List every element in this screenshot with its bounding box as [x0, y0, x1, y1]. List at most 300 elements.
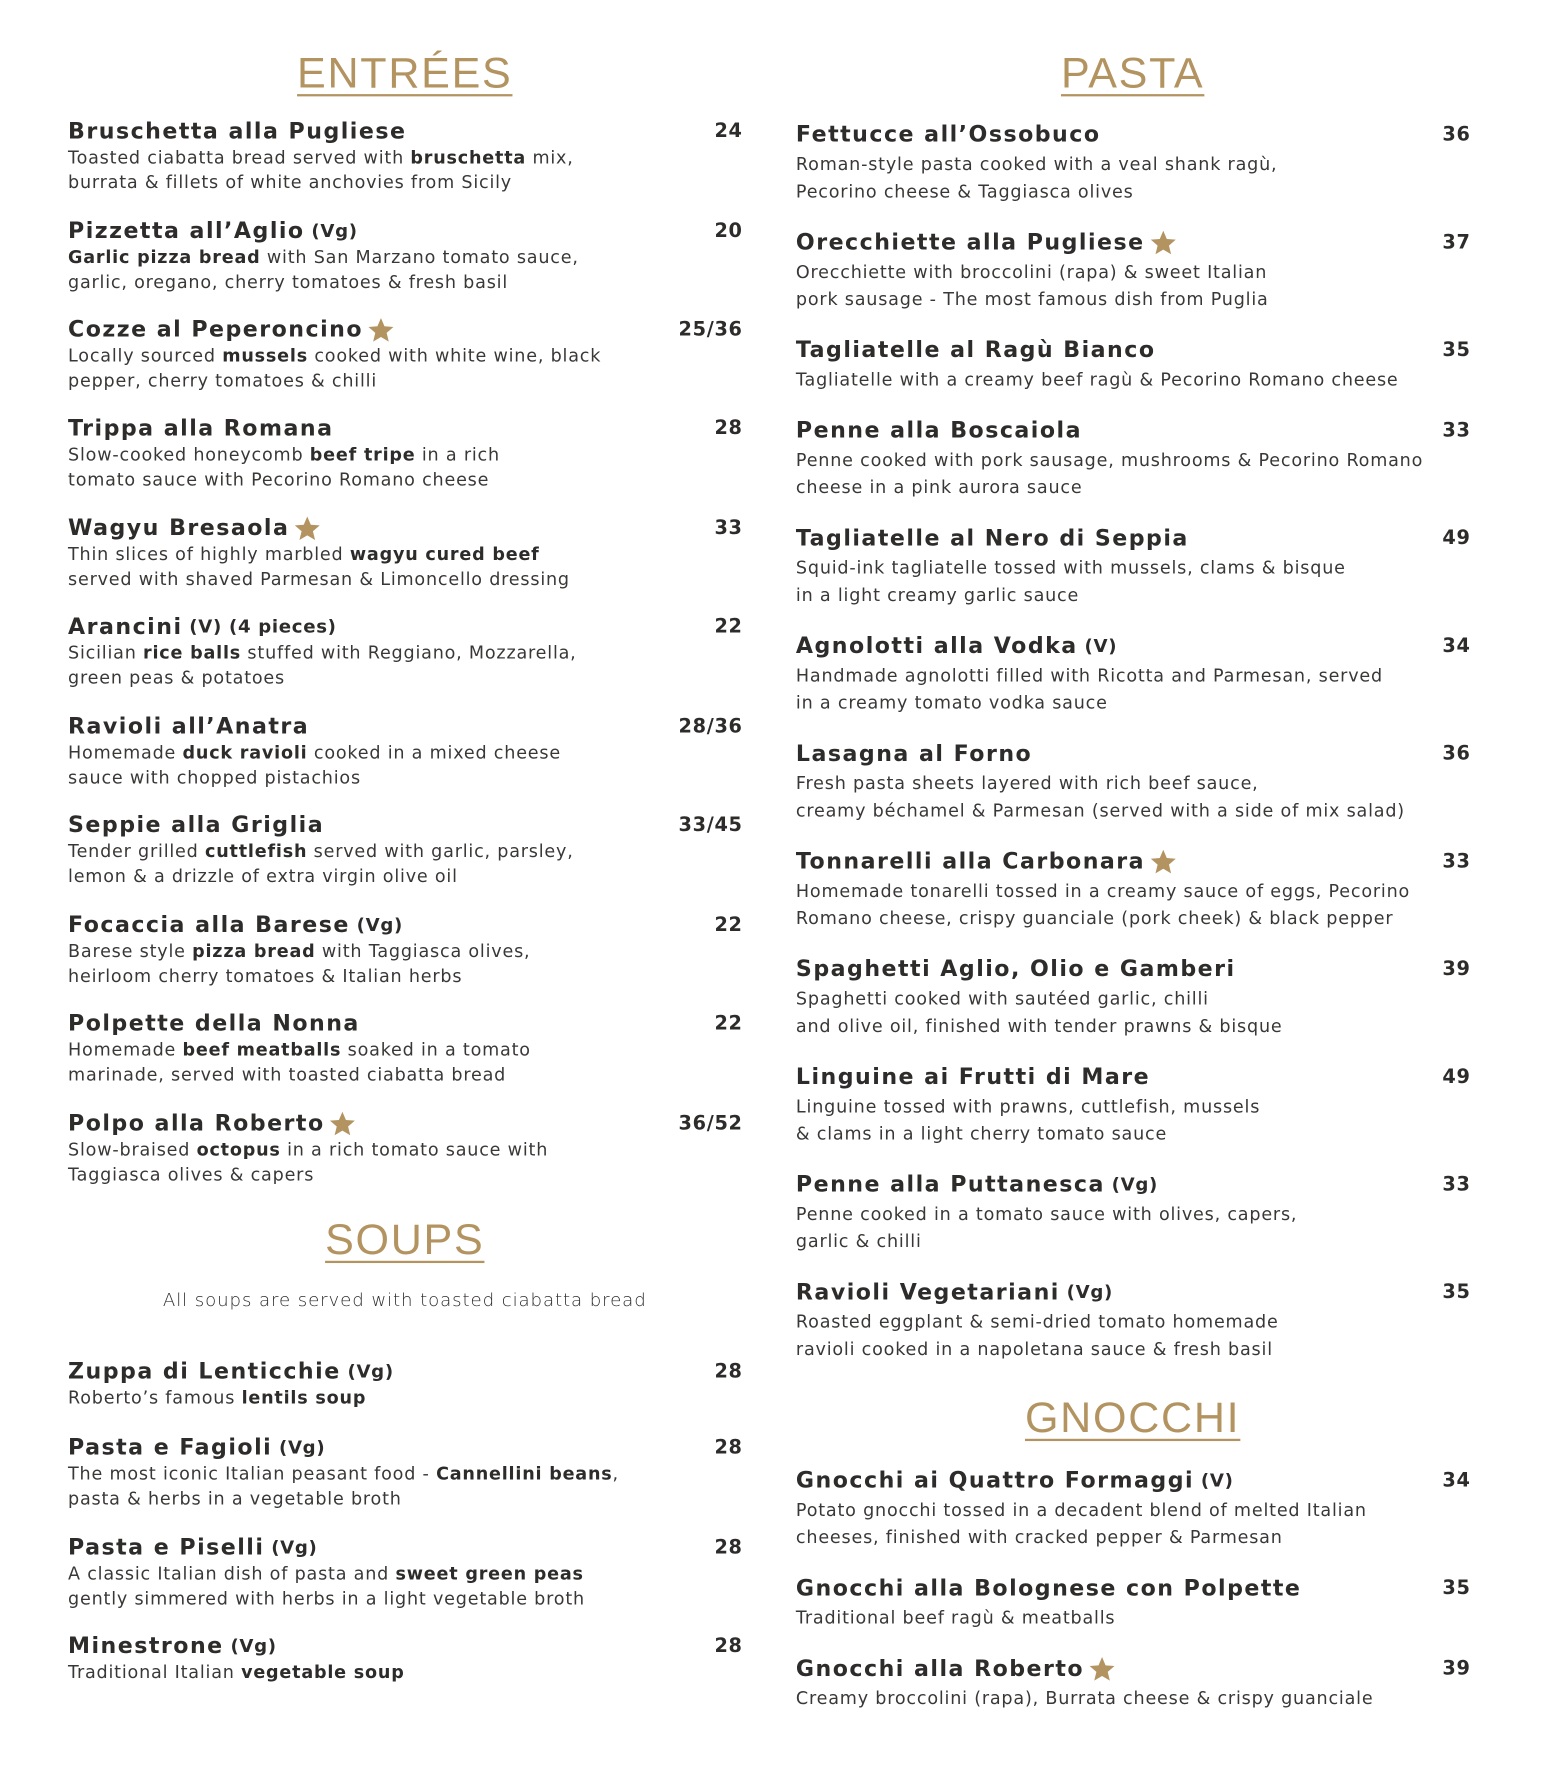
description-text: Taggiasca olives & capers — [68, 1164, 315, 1185]
description-line — [796, 1685, 1374, 1712]
item-price: 37 — [1442, 231, 1471, 254]
item-title — [68, 1434, 325, 1461]
highlighted-ingredient: mussels — [222, 345, 308, 367]
description-text: soaked in a tomato — [341, 1039, 531, 1061]
item-name: Tagliatelle al Nero di Seppia — [795, 524, 1189, 552]
menu-item — [796, 229, 1471, 320]
item-name: Ravioli Vegetariani — [795, 1278, 1060, 1306]
description-line — [68, 1162, 548, 1187]
description-text: Spaghetti cooked with sautéed garlic, chilli — [795, 988, 1209, 1010]
item-name: Cozze al Peperoncino — [68, 316, 364, 343]
item-title — [68, 515, 321, 542]
description-line — [68, 765, 561, 790]
item-price: 33/45 — [678, 814, 743, 837]
item-name: Pasta e Piselli — [68, 1534, 265, 1561]
description-line — [68, 170, 574, 195]
item-title — [796, 1279, 1113, 1306]
dietary-tag: (Vg) — [356, 913, 404, 936]
highlighted-ingredient: duck ravioli — [182, 742, 308, 764]
item-title — [796, 848, 1177, 875]
item-description — [796, 1201, 1297, 1255]
item-description — [68, 542, 570, 592]
description-line — [796, 878, 1410, 905]
item-title — [68, 713, 309, 740]
menu-item — [68, 1434, 743, 1525]
item-description — [68, 1461, 619, 1511]
item-title — [68, 1110, 356, 1137]
star-icon — [1149, 229, 1176, 256]
item-description — [796, 878, 1410, 932]
menu-item — [68, 1010, 743, 1101]
item-price: 33 — [1442, 1173, 1471, 1197]
description-line — [796, 770, 1405, 797]
item-description — [68, 1037, 531, 1087]
description-text: Homemade — [68, 742, 183, 764]
description-text: in a rich — [415, 444, 500, 465]
item-description — [68, 442, 500, 492]
description-text: Potato gnocchi tossed in a decadent blend of melted Italian — [795, 1500, 1367, 1521]
highlighted-ingredient: vegetable soup — [241, 1662, 405, 1683]
star-icon — [1150, 848, 1177, 875]
description-line — [796, 178, 1277, 205]
description-text: Handmade agnolotti filled with Ricotta and Parmesan, served — [795, 665, 1383, 686]
description-line — [68, 666, 577, 691]
item-description — [796, 1308, 1279, 1362]
section-heading-entrees: ENTRÉES — [297, 49, 513, 98]
description-line — [796, 662, 1383, 689]
description-text: Barese style — [68, 941, 193, 962]
item-price: 24 — [714, 120, 743, 143]
item-name: Gnocchi alla Roberto — [795, 1655, 1085, 1682]
description-line — [796, 447, 1423, 474]
description-text: stuffed with Reggiano, Mozzarella, — [241, 642, 577, 664]
description-text: cooked with white wine, black — [307, 345, 602, 367]
menu-item — [68, 1534, 743, 1625]
item-description — [796, 1497, 1367, 1551]
item-name: Tonnarelli alla Carbonara — [795, 848, 1146, 875]
description-text: in a light creamy garlic sauce — [795, 585, 1080, 606]
description-line — [68, 740, 561, 765]
description-line — [796, 582, 1346, 609]
item-title — [68, 1534, 318, 1561]
dietary-tag: (Vg) — [311, 219, 358, 242]
item-price: 35 — [1442, 339, 1471, 362]
item-title — [68, 118, 406, 145]
description-text: The most iconic Italian peasant food - — [68, 1463, 437, 1485]
item-name: Wagyu Bresaola — [68, 514, 290, 541]
item-price: 35 — [1442, 1281, 1471, 1304]
description-text: Creamy broccolini (rapa), Burrata cheese & crispy guanciale — [795, 1688, 1374, 1709]
description-line — [796, 1524, 1367, 1551]
item-price: 35 — [1442, 1577, 1471, 1600]
description-text: Homemade tonarelli tossed in a creamy sauce of eggs, Pecorino — [795, 880, 1411, 902]
item-title — [796, 1575, 1301, 1602]
item-description — [68, 839, 574, 889]
description-line — [68, 641, 577, 666]
description-line — [68, 542, 570, 567]
description-text: cheese in a pink aurora sauce — [795, 477, 1083, 498]
menu-item — [68, 515, 743, 606]
description-line — [68, 1037, 531, 1062]
menu-item — [796, 740, 1471, 831]
item-name: Bruschetta alla Pugliese — [68, 117, 407, 144]
menu-item — [68, 316, 743, 407]
item-description — [68, 1660, 405, 1685]
item-price: 28 — [714, 417, 743, 440]
description-line — [68, 467, 500, 492]
item-name: Polpo alla Roberto — [68, 1109, 325, 1137]
description-line — [796, 474, 1423, 501]
item-price: 22 — [714, 1012, 743, 1036]
item-name: Trippa alla Romana — [68, 414, 334, 442]
description-line — [796, 1308, 1279, 1335]
description-line — [68, 442, 500, 467]
description-text: pepper, cherry tomatoes & chilli — [68, 370, 378, 392]
star-icon — [329, 1110, 356, 1137]
description-line — [68, 1386, 366, 1411]
description-line — [796, 366, 1399, 393]
menu-item — [796, 633, 1471, 724]
item-title — [68, 1633, 277, 1660]
item-price: 28 — [714, 1436, 743, 1460]
item-title — [68, 1010, 360, 1037]
item-name: Orecchiette alla Pugliese — [795, 229, 1145, 256]
item-title — [68, 1358, 394, 1385]
description-line — [796, 1336, 1279, 1363]
menu-item — [796, 1064, 1471, 1155]
highlighted-ingredient: pizza bread — [192, 941, 316, 962]
item-price: 33 — [1442, 850, 1471, 874]
dietary-tag: (Vg) — [230, 1634, 277, 1657]
description-text: Roman-style pasta cooked with a veal shank ragù, — [795, 154, 1278, 175]
description-text: Sicilian — [68, 642, 144, 664]
highlighted-ingredient: lentils soup — [241, 1387, 367, 1409]
item-title — [796, 337, 1156, 364]
description-text: heirloom cherry tomatoes & Italian herbs — [68, 965, 463, 987]
item-title — [796, 1467, 1234, 1494]
item-price: 28 — [714, 1634, 743, 1658]
item-name: Zuppa di Lenticchie — [68, 1358, 341, 1385]
description-text: , — [612, 1463, 619, 1485]
item-description — [68, 344, 601, 394]
item-price: 25/36 — [678, 318, 743, 342]
item-title — [796, 525, 1189, 552]
item-price: 49 — [1442, 1065, 1471, 1089]
highlighted-ingredient: wagyu cured beef — [349, 544, 540, 565]
description-text: Slow-cooked honeycomb — [68, 444, 310, 465]
item-price: 49 — [1442, 527, 1471, 550]
description-line — [68, 1062, 531, 1087]
description-text: sauce with chopped pistachios — [68, 767, 361, 788]
menu-item — [796, 1171, 1471, 1262]
description-line — [796, 985, 1283, 1012]
description-text: Thin slices of highly marbled — [68, 544, 350, 565]
item-name: Agnolotti alla Vodka — [795, 632, 1078, 659]
dietary-tag: (Vg) — [271, 1536, 318, 1558]
item-price: 20 — [714, 219, 743, 243]
item-price: 39 — [1442, 958, 1471, 981]
menu-item — [68, 1633, 743, 1724]
item-description — [796, 554, 1346, 608]
item-name: Pasta e Fagioli — [68, 1434, 273, 1461]
description-line — [796, 1120, 1260, 1147]
item-price: 34 — [1442, 634, 1471, 658]
dietary-tag: (V) — [1200, 1469, 1234, 1491]
description-text: with Taggiasca olives, — [315, 941, 531, 962]
description-text: Toasted ciabatta bread served with — [68, 147, 411, 168]
menu-item — [796, 525, 1471, 616]
star-icon — [368, 316, 395, 343]
description-text: marinade, served with toasted ciabatta bread — [68, 1064, 507, 1086]
description-line — [68, 864, 574, 889]
description-text: creamy béchamel & Parmesan (served with a side of mix salad) — [795, 800, 1405, 821]
item-price: 33 — [1442, 419, 1471, 443]
description-text: Romano cheese, crispy guanciale (pork cheek) & black pepper — [795, 908, 1394, 929]
item-title — [796, 633, 1117, 660]
description-text: tomato sauce with Pecorino Romano cheese — [68, 469, 490, 490]
item-name: Linguine ai Frutti di Mare — [795, 1063, 1151, 1090]
item-price: 36 — [1442, 123, 1471, 147]
description-text: & clams in a light cherry tomato sauce — [795, 1123, 1168, 1145]
menu-item — [68, 613, 743, 704]
section-heading-pasta: PASTA — [1060, 49, 1205, 98]
item-name: Penne alla Boscaiola — [795, 417, 1082, 444]
item-title — [68, 218, 358, 245]
star-icon — [1089, 1655, 1116, 1682]
item-description — [68, 939, 530, 989]
dietary-tag: (V) — [1084, 634, 1118, 657]
description-line — [796, 286, 1269, 313]
highlighted-ingredient: sweet green peas — [395, 1563, 584, 1584]
item-name: Lasagna al Forno — [795, 740, 1033, 767]
item-description — [68, 245, 579, 295]
description-text: gently simmered with herbs in a light vegetable broth — [68, 1588, 585, 1609]
item-name: Spaghetti Aglio, Olio e Gamberi — [795, 955, 1236, 982]
description-text: with San Marzano tomato sauce, — [260, 247, 579, 268]
item-name: Fettucce all’Ossobuco — [795, 121, 1101, 148]
dietary-tag: (Vg) — [1111, 1173, 1159, 1196]
description-text: Traditional beef ragù & meatballs — [795, 1607, 1116, 1629]
description-line — [68, 1486, 619, 1511]
description-text: and olive oil, finished with tender prawns & bisque — [795, 1015, 1283, 1037]
highlighted-ingredient: bruschetta — [410, 147, 527, 168]
highlighted-ingredient: Cannellini beans — [436, 1463, 613, 1485]
menu-item — [796, 1467, 1471, 1558]
item-title — [68, 912, 403, 939]
description-text: A classic Italian dish of pasta and — [68, 1563, 396, 1584]
item-name: Seppie alla Griglia — [68, 811, 325, 838]
description-line — [68, 344, 601, 369]
dietary-tag: (Vg) — [278, 1436, 326, 1459]
description-text: Pecorino cheese & Taggiasca olives — [795, 181, 1134, 202]
section-heading-soups: SOUPS — [325, 1216, 485, 1265]
description-line — [796, 1012, 1283, 1039]
description-text: lemon & a drizzle of extra virgin olive oil — [68, 866, 458, 887]
item-name: Ravioli all’Anatra — [68, 713, 310, 740]
item-title — [68, 415, 333, 442]
highlighted-ingredient: octopus — [196, 1139, 281, 1160]
star-icon — [294, 515, 321, 542]
description-text: served with garlic, parsley, — [307, 841, 574, 862]
description-line — [796, 1228, 1297, 1255]
item-name: Tagliatelle al Ragù Bianco — [795, 336, 1156, 363]
item-title — [796, 417, 1082, 444]
description-text: served with shaved Parmesan & Limoncello dressing — [68, 569, 570, 590]
item-title — [796, 956, 1236, 983]
description-text: green peas & potatoes — [68, 667, 285, 689]
highlighted-ingredient: cuttlefish — [205, 841, 308, 862]
dietary-tag: (Vg) — [347, 1360, 394, 1383]
dietary-tag: (V) (4 pieces) — [189, 615, 337, 638]
menu-item — [68, 713, 743, 804]
item-price: 22 — [714, 913, 743, 937]
description-line — [796, 1093, 1260, 1120]
item-name: Arancini — [68, 613, 183, 640]
menu-item — [796, 1655, 1471, 1746]
description-line — [796, 151, 1277, 178]
description-line — [68, 839, 574, 864]
description-text: pasta & herbs in a vegetable broth — [68, 1488, 402, 1510]
item-name: Focaccia alla Barese — [68, 911, 350, 938]
description-text: Homemade — [68, 1039, 183, 1061]
item-description — [68, 145, 574, 195]
description-text: pork sausage - The most famous dish from Puglia — [795, 289, 1269, 310]
description-text: burrata & fillets of white anchovies from Sicily — [68, 172, 512, 193]
description-line — [68, 567, 570, 592]
description-text: mix, — [526, 147, 574, 168]
description-text: Slow-braised — [68, 1139, 197, 1160]
item-name: Pizzetta all’Aglio — [68, 217, 305, 244]
description-line — [68, 368, 601, 393]
description-line — [68, 1586, 585, 1611]
item-name: Polpette della Nonna — [68, 1010, 360, 1037]
item-price: 28 — [714, 1536, 743, 1559]
menu-item — [68, 812, 743, 903]
description-line — [68, 270, 579, 295]
item-price: 22 — [714, 615, 743, 639]
menu-item — [796, 848, 1471, 939]
item-name: Minestrone — [68, 1632, 224, 1659]
description-line — [796, 554, 1346, 581]
item-price: 36 — [1442, 742, 1471, 766]
item-price: 28/36 — [678, 715, 743, 739]
description-text: in a rich tomato sauce with — [280, 1139, 549, 1160]
item-description — [68, 740, 561, 790]
description-text: garlic, oregano, cherry tomatoes & fresh basil — [68, 272, 509, 293]
description-text: Tagliatelle with a creamy beef ragù & Pecorino Romano cheese — [795, 369, 1399, 391]
item-description — [68, 641, 577, 691]
menu-item — [68, 118, 743, 209]
item-price: 34 — [1442, 1469, 1471, 1493]
description-text: Orecchiette with broccolini (rapa) & sweet Italian — [795, 261, 1268, 283]
menu-item — [796, 1575, 1471, 1666]
description-line — [796, 1604, 1115, 1631]
menu-item — [796, 417, 1471, 508]
description-text: Roasted eggplant & semi-dried tomato homemade — [795, 1311, 1279, 1333]
menu-item — [796, 121, 1471, 212]
description-line — [796, 259, 1269, 286]
description-line — [796, 1497, 1367, 1524]
description-line — [68, 245, 579, 270]
section-subtitle-soups: All soups are served with toasted ciabatta bread — [162, 1289, 647, 1311]
description-line — [68, 145, 574, 170]
item-description — [68, 1137, 548, 1187]
item-title — [68, 613, 337, 640]
description-line — [68, 1561, 585, 1586]
description-text: cooked in a mixed cheese — [307, 742, 561, 764]
description-line — [796, 1201, 1297, 1228]
item-description — [796, 259, 1269, 313]
menu-item — [796, 337, 1471, 428]
description-text: Penne cooked in a tomato sauce with olives, capers, — [795, 1204, 1298, 1225]
description-text: Tender grilled — [68, 841, 206, 862]
description-text: Squid-ink tagliatelle tossed with mussels, clams & bisque — [795, 557, 1346, 579]
description-text: Fresh pasta sheets layered with rich beef sauce, — [795, 773, 1259, 794]
menu-item — [68, 1110, 743, 1201]
item-name: Penne alla Puttanesca — [795, 1171, 1105, 1198]
item-name: Gnocchi alla Bolognese con Polpette — [795, 1574, 1302, 1601]
menu-item — [68, 912, 743, 1003]
item-price: 28 — [714, 1360, 743, 1384]
description-line — [796, 905, 1410, 932]
description-text: garlic & chilli — [795, 1231, 922, 1252]
item-description — [796, 770, 1405, 824]
description-line — [68, 1461, 619, 1486]
item-price: 36/52 — [678, 1112, 743, 1135]
highlighted-ingredient: beef tripe — [309, 444, 416, 465]
description-line — [68, 1660, 405, 1685]
menu-item — [68, 218, 743, 309]
item-price: 39 — [1442, 1657, 1471, 1681]
description-text: ravioli cooked in a napoletana sauce & fresh basil — [795, 1339, 1273, 1360]
dietary-tag: (Vg) — [1066, 1281, 1113, 1303]
highlighted-ingredient: Garlic pizza bread — [68, 247, 261, 268]
description-line — [796, 797, 1405, 824]
item-description — [796, 447, 1423, 501]
item-description — [796, 1604, 1115, 1631]
item-title — [68, 316, 395, 343]
description-text: Linguine tossed with prawns, cuttlefish, mussels — [795, 1096, 1261, 1117]
item-title — [796, 1171, 1158, 1198]
item-title — [796, 121, 1101, 148]
description-text: cheeses, finished with cracked pepper & Parmesan — [795, 1527, 1283, 1548]
description-line — [68, 1137, 548, 1162]
item-description — [796, 151, 1277, 205]
description-text: Roberto’s famous — [68, 1387, 242, 1409]
highlighted-ingredient: rice balls — [143, 642, 242, 664]
menu-item — [68, 415, 743, 506]
item-title — [796, 229, 1176, 256]
description-text: Locally sourced — [68, 345, 223, 367]
item-price: 33 — [714, 517, 743, 540]
item-description — [796, 985, 1283, 1039]
item-description — [68, 1386, 366, 1411]
description-line — [796, 689, 1383, 716]
item-title — [796, 1064, 1150, 1091]
description-line — [68, 939, 530, 964]
description-text: Traditional Italian — [68, 1662, 242, 1683]
highlighted-ingredient: beef meatballs — [182, 1039, 342, 1061]
item-title — [796, 1655, 1116, 1682]
item-title — [796, 740, 1032, 767]
item-description — [68, 1561, 585, 1611]
description-text: in a creamy tomato vodka sauce — [795, 692, 1108, 714]
item-title — [68, 812, 324, 839]
menu-item — [796, 1279, 1471, 1370]
section-heading-gnocchi: GNOCCHI — [1024, 1394, 1241, 1443]
item-description — [796, 1093, 1260, 1147]
description-text: Penne cooked with pork sausage, mushrooms & Pecorino Romano — [795, 450, 1424, 471]
